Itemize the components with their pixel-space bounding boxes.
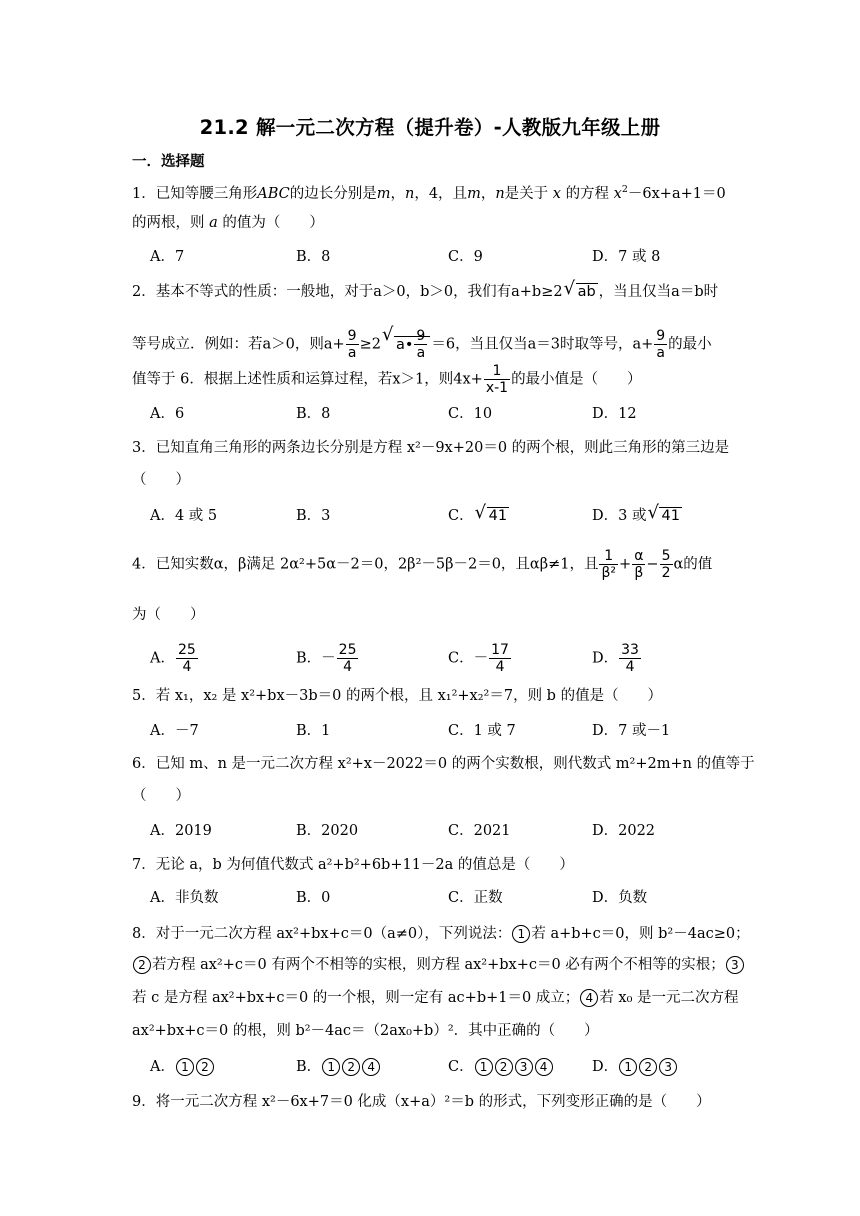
q6-line-1: 6．已知 m、n 是一元二次方程 x²+x－2022＝0 的两个实数根，则代数式 m²+2m+n 的值等于 (132, 756, 755, 772)
q5-line-1: 5．若 x₁，x₂ 是 x²+bx－3b＝0 的两个根，且 x₁²+x₂²＝7，则 b 的值是（ ） (132, 688, 663, 704)
q4-line-1: 4．已知实数α，β满足 2α²+5α－2＝0，2β²－5β－2＝0，且αβ≠1，且 $\frac{1}{\text{β²}}$ + $\frac{\alpha}{\beta}$ − $\frac{5}{2}$ α的值 (132, 548, 713, 581)
q3-option-b[interactable]: B．3 (296, 508, 331, 524)
q7-option-d[interactable]: D．负数 (592, 890, 648, 906)
circled-number: 2 (133, 956, 151, 974)
q1-line-2: 的两根，则 a 的值为（ ） (132, 215, 324, 231)
q5-option-a[interactable]: A．－7 (150, 723, 199, 739)
q8-line-1: 8．对于一元二次方程 ax²+bx+c＝0（a≠0），下列说法： 1 若 a+b+c＝0，则 b²－4ac≥0； (132, 926, 750, 942)
q9-line-1: 9．将一元二次方程 x²－6x+7＝0 化成（x+a）²＝b 的形式，下列变形正确的是（ ） (132, 1094, 711, 1110)
circled-number: 4 (580, 989, 598, 1007)
q6-option-c[interactable]: C．2021 (448, 823, 511, 839)
sqrt-41-d: √ 41 (647, 505, 681, 527)
q7-option-a[interactable]: A．非负数 (150, 890, 219, 906)
circled-number: 3 (726, 956, 744, 974)
q7-option-b[interactable]: B．0 (296, 890, 331, 906)
sqrt-41: √ 41 (475, 505, 509, 527)
q8-line-3: 若 c 是方程 ax²+bx+c＝0 的一个根，则一定有 ac+b+1＝0 成立； 4 若 x₀ 是一元二次方程 (132, 990, 739, 1006)
q2-option-a[interactable]: A．6 (150, 406, 185, 422)
fraction-alpha-over-beta: $\frac{\alpha}{\beta}$ (634, 548, 644, 581)
q3-line-1: 3．已知直角三角形的两条边长分别是方程 x²－9x+20＝0 的两个根，则此三角形的第三边是 (132, 440, 730, 456)
q8-option-b[interactable]: B． 1 2 4 (296, 1056, 381, 1078)
q1-line-1: 1．已知等腰三角形ABC的边长分别是m，n，4，且m，n是关于 x 的方程 $x^2-6x+a+1=0$ (132, 184, 726, 202)
q4-option-b[interactable]: B．－ $\frac{25}{4}$ (296, 642, 357, 675)
q2-line-3: 值等于 6．根据上述性质和运算过程，若x＞1，则4x+ $\frac{1}{x-1}$ 的最小值是（ ） (132, 363, 642, 396)
fraction-1-over-x-minus-1: $\frac{1}{x-1}$ (485, 363, 509, 396)
circled-number: 1 (512, 925, 530, 943)
fraction-9-over-a-2: $\frac{9}{a}$ (656, 328, 666, 361)
q3-option-c[interactable]: C．√ 41 (448, 505, 510, 527)
q4-line-2: 为（ ） (132, 607, 205, 623)
q1-option-a[interactable]: A．7 (150, 249, 185, 265)
sqrt-a-times-9-over-a: √ a• $\frac{9}{a}$ (382, 328, 430, 361)
q8-line-4: ax²+bx+c＝0 的根，则 b²－4ac＝（2ax₀+b）²．其中正确的（ ） (132, 1023, 599, 1039)
fraction-1-over-beta-squared: $\frac{1}{\text{β²}}$ (601, 548, 617, 581)
q8-option-d[interactable]: D． 1 2 3 (592, 1056, 678, 1078)
q1-option-c[interactable]: C．9 (448, 249, 483, 265)
q5-option-c[interactable]: C．1 或 7 (448, 723, 516, 739)
q6-option-b[interactable]: B．2020 (296, 823, 359, 839)
section-heading: 一．选择题 (132, 154, 205, 170)
q6-line-2: （ ） (132, 788, 190, 804)
q8-option-a[interactable]: A． 1 2 (150, 1056, 215, 1078)
q8-option-c[interactable]: C． 1 2 3 4 (448, 1056, 554, 1078)
document-title: 21.2 解一元二次方程（提升卷）-人教版九年级上册 (199, 116, 661, 139)
q3-option-a[interactable]: A．4 或 5 (150, 508, 218, 524)
q5-option-b[interactable]: B．1 (296, 723, 331, 739)
sqrt-ab: √ ab (564, 282, 598, 302)
q1-option-b[interactable]: B．8 (296, 249, 331, 265)
q2-option-d[interactable]: D．12 (592, 406, 637, 422)
q2-option-b[interactable]: B．8 (296, 406, 331, 422)
q2-line-2: 等号成立．例如：若a＞0，则a+ $\frac{9}{a}$ ≥2√ a• $\frac{9}{a}$ ＝6，当且仅当a＝3时取等号，a+ $\frac{9}{a}$ 的最小 (132, 328, 712, 361)
q2-line-1: 2．基本不等式的性质：一般地，对于a＞0，b＞0，我们有a+b≥2√ ab ，当且仅当a＝b时 (132, 282, 718, 302)
q4-option-d[interactable]: D． $\frac{33}{4}$ (592, 642, 639, 675)
fraction-5-over-2: $\frac{5}{2}$ (661, 548, 671, 581)
q4-option-a[interactable]: A． $\frac{25}{4}$ (150, 642, 196, 675)
q4-option-c[interactable]: C．－ $\frac{17}{4}$ (448, 642, 509, 675)
q7-option-c[interactable]: C．正数 (448, 890, 503, 906)
q8-line-2: 2 若方程 ax²+c＝0 有两个不相等的实根，则方程 ax²+bx+c＝0 必有两个不相等的实根； 3 (132, 955, 745, 975)
q1-option-d[interactable]: D．7 或 8 (592, 249, 661, 265)
q2-option-c[interactable]: C．10 (448, 406, 493, 422)
q7-line-1: 7．无论 a，b 为何值代数式 a²+b²+6b+11－2a 的值总是（ ） (132, 857, 574, 873)
q6-option-a[interactable]: A．2019 (150, 823, 212, 839)
q3-option-d[interactable]: D．3 或√ 41 (592, 505, 683, 527)
q3-line-2: （ ） (132, 472, 190, 488)
q5-option-d[interactable]: D．7 或－1 (592, 723, 671, 739)
fraction-9-over-a: $\frac{9}{a}$ (347, 328, 357, 361)
q6-option-d[interactable]: D．2022 (592, 823, 656, 839)
